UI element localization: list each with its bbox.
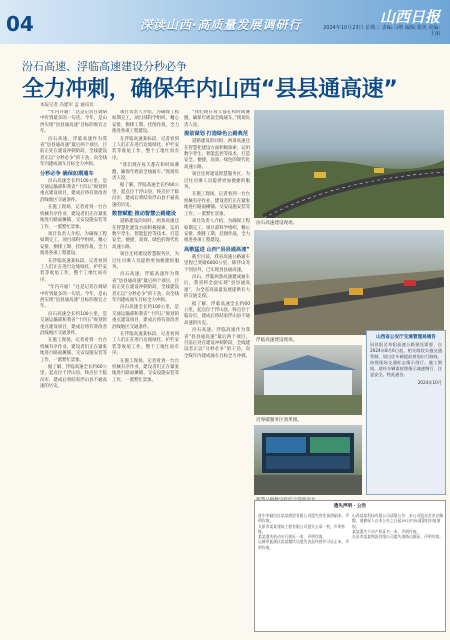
highway-construction-photo-2 <box>254 230 444 335</box>
ad-item: 某某遗失不动产权证书一本，声明作废。 <box>352 528 421 534</box>
text-column-2 <box>112 110 179 630</box>
issue-meta: 2024年10月23日 星期三 责编:马继 编辑:葛英 美编:王丽 <box>323 25 440 37</box>
control-platform-photo <box>254 425 362 495</box>
paragraph: 在施工现场，记者看到一台台机械有序作业，建设者们正在紧张地进行路面摊铺、交安设施安装等工作，一派繁忙景象。 <box>184 192 250 217</box>
ad-item: 晋中市榆次区某某商贸有限公司遗失营业执照副本，声明作废。 <box>258 513 350 524</box>
paragraph: 汾石高速全长约100公里，是交通运输部和我省“十四五”规划的重点建设项目，建成后将有效改善沿线地区交通条件。 <box>40 311 107 336</box>
notice-title: 山西省公安厅交通管理局通告 <box>376 335 436 340</box>
notice-body: 因昔阳至寿阳高速公路建设需要，自2024年8月6日起，相关路段实施交通管制，请过往车辆提前规划出行路线，按照现场交通标志指示绕行。施工期间，途经车辆需按照指示减速慢行，注意安全。特此通告。 <box>370 342 442 377</box>
photo-illustration <box>254 110 444 218</box>
paragraph: 道路建设的同时，两条高速还在智慧化建设方面积极探索，运用数字孪生、智能监控等技术，打造安全、便捷、高效、绿色的现代化高速公路。 <box>112 219 179 250</box>
paragraph: 据了解，浮临高速全长约60公里，起点位于浮山县，终点位于临汾市，建成后将结束浮山县不通高速的历史。 <box>112 183 179 208</box>
subheading: 分秒必争 确保如期通车 <box>40 170 94 177</box>
article-headline: 全力冲刺，确保年内山西“县县通高速” <box>22 77 398 102</box>
classified-ads-box <box>254 500 446 632</box>
ad-item: 山西某某科技有限公司清算公告：本公司股东会决议解散，请债权人自本公告之日起45日内向清算组申报债权。 <box>352 513 444 529</box>
subheading: 高歌猛进 山西“县县通高速” <box>184 246 250 253</box>
photo-illustration <box>254 425 362 495</box>
ad-column-left <box>258 513 350 550</box>
ad-item: 太原市某某建筑工程有限公司遗失公章一枚，声明作废。 <box>258 523 346 534</box>
photo-caption: 浮临高速建设现场。 <box>256 338 298 343</box>
paragraph: 道路建设的同时，两条高速还在智慧化建设方面积极探索，运用数字孪生、智能监控等技术，打造安全、便捷、高效、绿色的现代化高速公路。 <box>184 139 250 170</box>
ad-item: 某某遗失机动车行驶证一本，声明作废。 <box>258 534 327 540</box>
paragraph: 据了解，浮临高速全长约60公里，起点位于浮山县，终点位于临汾市，建成后将结束浮山县不通高速的历史。 <box>40 365 107 390</box>
section-title: 深读山西·高质量发展调研行 <box>140 18 302 32</box>
photo-caption: 近零碳服务区效果图。 <box>256 418 302 423</box>
paragraph: 在浮临高速某标段，记者看到工人们正在进行边坡绿化、护栏安装等收尾工作，整个工地忙而有序。 <box>112 136 179 161</box>
paragraph: 汾石高速、浮临高速作为我省“县县通高速”最后两个项目，目前正处在建设冲刺阶段，全线建设者正以“分秒必争”的干劲，向全线年内建成通车目标全力冲刺。 <box>40 136 107 168</box>
service-area-rendering <box>254 345 362 415</box>
article-kicker: 汾石高速、浮临高速建设分秒必争 <box>22 60 187 73</box>
paragraph: 汾石高速、浮临高速作为我省“县县通高速”最后两个项目，目前正处在建设冲刺阶段，全线建设者正以“分秒必争”的干劲，向全线年内建成通车目标全力冲刺。 <box>184 328 250 359</box>
page-number: 04 <box>6 12 34 36</box>
paragraph: 项目还将建设智慧服务区，为过往司乘人员提供更加便捷的服务。 <box>184 172 250 191</box>
paragraph: 项目负责人介绍，为确保工程如期完工，项目部科学组织、精心安排，倒排工期、挂图作战，全力推进各项工程建设。 <box>40 231 107 257</box>
paragraph: 汾石、浮临两条高速建成通车后，我省将全面实现“县县通高速”，为全省高质量发展提供有力的交通支撑。 <box>184 274 250 300</box>
article-byline: 本报记者 冯建军 孟 通讯员 <box>40 103 94 108</box>
paragraph: “年内开通！”这是记者在调研中听到最多的一句话。今年，是山西实现“县县通高速”目标的收官之年。 <box>40 110 107 135</box>
photo-illustration <box>254 230 444 335</box>
paragraph: 在施工现场，记者看到一台台机械有序作业，建设者们正在紧张地进行路面摊铺、交安设施安装等工作，一派繁忙景象。 <box>40 205 107 230</box>
newspaper-logo: 山西日报 <box>379 8 440 26</box>
ad-column-right <box>352 513 444 539</box>
highway-construction-photo <box>254 110 444 218</box>
traffic-notice-box <box>366 330 446 495</box>
subheading: 数智赋能 推动智慧公路建设 <box>112 211 177 218</box>
paragraph: “年内开通！”这是记者在调研中听到最多的一句话。今年，是山西实现“县县通高速”目标的收官之年。 <box>40 285 107 310</box>
paragraph: 项目负责人介绍，为确保工程如期完工，项目部科学组织、精心安排，倒排工期、挂图作战，全力推进各项工程建设。 <box>184 219 250 244</box>
text-column-1 <box>40 110 107 630</box>
paragraph: 在浮临高速某标段，记者看到工人们正在进行边坡绿化、护栏安装等收尾工作，整个工地忙而有序。 <box>40 258 107 283</box>
masthead-band <box>0 0 450 44</box>
paragraph: 汾石高速、浮临高速作为我省“县县通高速”最后两个项目，目前正处在建设冲刺阶段，全线建设者正以“分秒必争”的干劲，向全线年内建成通车目标全力冲刺。 <box>112 272 179 303</box>
subheading: 提前谋划 打造绿色公路典范 <box>184 131 249 138</box>
ad-title: 遗失声明 · 公告 <box>333 504 367 509</box>
notice-date: 2024年10月 <box>417 380 442 385</box>
paragraph: 在施工现场，记者看到一台台机械有序作业，建设者们正在紧张地进行路面摊铺、交安设施安装等工作，一派繁忙景象。 <box>40 338 107 363</box>
paragraph: “我们现在每天都在和时间赛跑，确保年底前全线通车。”现场负责人说。 <box>112 163 179 182</box>
text-column-3 <box>184 110 250 630</box>
paragraph: 据了解，浮临高速全长约60公里，起点位于浮山县，终点位于临汾市，建成后将结束浮山县不通高速的历史。 <box>184 301 250 326</box>
paragraph: 汾石高速全长约100公里，是交通运输部和我省“十四五”规划的重点建设项目，建成后将有效改善沿线地区交通条件。 <box>40 178 107 203</box>
paragraph: 截至目前，我省高速公路通车里程已突破6000公里，除浮山等个别县外，已实现县县通高速。 <box>184 254 250 273</box>
ad-item: 长治市某某物流有限公司遗失道路运输证，声明作废。 <box>352 534 444 540</box>
paragraph: 项目负责人介绍，为确保工程如期完工，项目部科学组织、精心安排，倒排工期、挂图作战，全力推进各项工程建设。 <box>112 110 179 135</box>
paragraph: “我们现在每天都在和时间赛跑，确保年底前全线通车。”现场负责人说。 <box>184 110 250 128</box>
ad-item: 运城市盐湖区某某餐饮店遗失食品经营许可证正本，声明作废。 <box>258 539 350 550</box>
paragraph: 在施工现场，记者看到一台台机械有序作业，建设者们正在紧张地进行路面摊铺、交安设施安装等工作，一派繁忙景象。 <box>112 358 179 383</box>
photo-caption: 汾石高速建设现场。 <box>256 221 298 226</box>
photo-illustration <box>254 345 362 415</box>
paragraph: 项目还将建设智慧服务区，为过往司乘人员提供更加便捷的服务。 <box>112 252 179 270</box>
paragraph: 汾石高速全长约100公里，是交通运输部和我省“十四五”规划的重点建设项目，建成后将有效改善沿线地区交通条件。 <box>112 305 179 330</box>
paragraph: 在浮临高速某标段，记者看到工人们正在进行边坡绿化、护栏安装等收尾工作，整个工地忙而有序。 <box>112 332 179 357</box>
